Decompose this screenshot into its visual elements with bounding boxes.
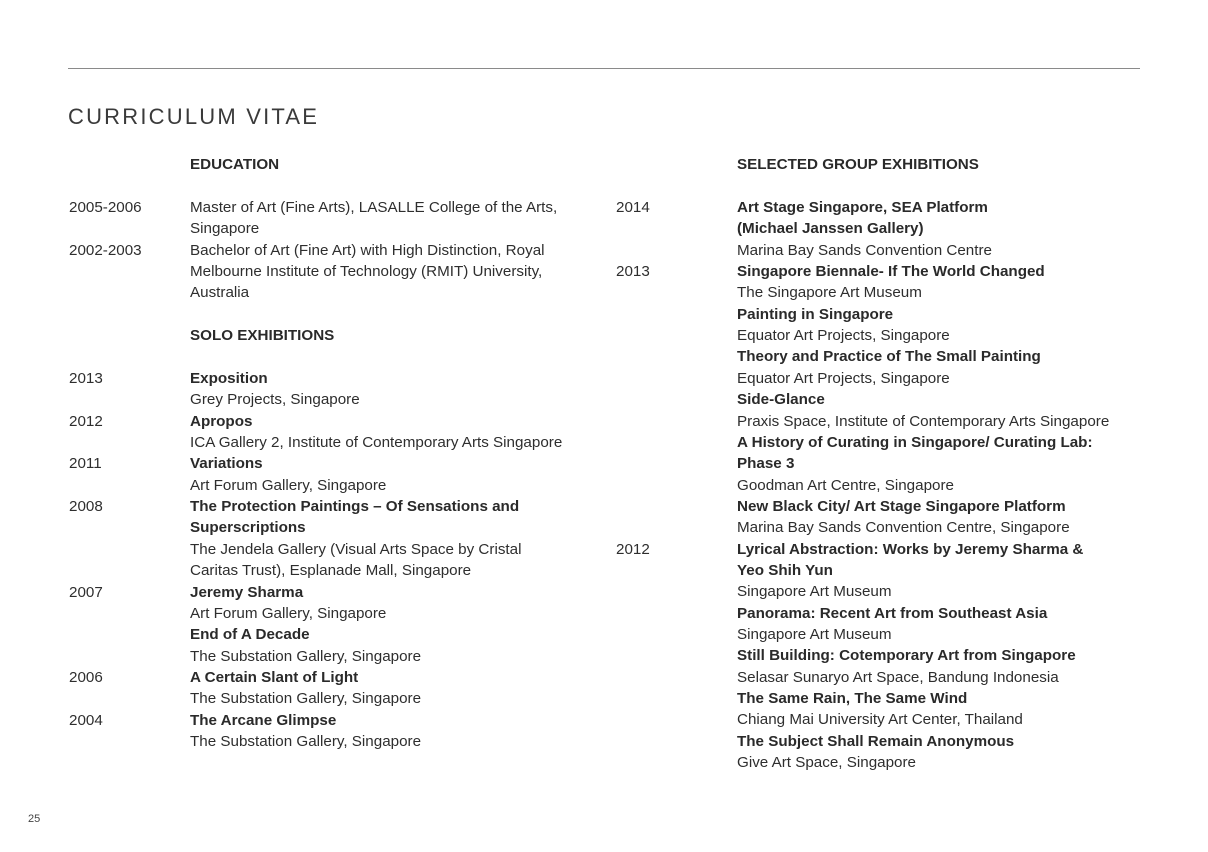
solo-exhibition-title: Apropos (190, 412, 253, 430)
group-heading: SELECTED GROUP EXHIBITIONS (737, 156, 979, 173)
solo-year: 2012 (69, 412, 103, 430)
group-exhibition-venue: Marina Bay Sands Convention Centre, Singapore (737, 519, 1070, 537)
group-exhibition-title: Singapore Biennale- If The World Changed (737, 263, 1045, 281)
solo-exhibition-venue: The Substation Gallery, Singapore (190, 732, 422, 750)
group-exhibition-venue: Selasar Sunaryo Art Space, Bandung Indonesia (737, 668, 1059, 686)
solo-exhibition-venue: The Substation Gallery, Singapore (190, 647, 422, 665)
solo-exhibition-venue: ICA Gallery 2, Institute of Contemporary Arts Singapore (190, 434, 563, 452)
solo-year: 2004 (69, 711, 103, 729)
group-exhibition-title: Theory and Practice of The Small Painting (737, 348, 1041, 366)
solo-exhibition-venue: Grey Projects, Singapore (190, 391, 360, 409)
group-exhibition-venue: Chiang Mai University Art Center, Thailand (737, 711, 1023, 729)
group-year: 2013 (616, 263, 650, 281)
solo-exhibition-title: The Protection Paintings – Of Sensations and (190, 498, 520, 516)
group-exhibition-title: New Black City/ Art Stage Singapore Platform (737, 497, 1066, 515)
education-detail: Melbourne Institute of Technology (RMIT) University, (190, 263, 543, 281)
solo-exhibition-title: The Arcane Glimpse (190, 711, 337, 729)
group-exhibition-title: Yeo Shih Yun (737, 561, 833, 579)
solo-exhibition-title: A Certain Slant of Light (190, 668, 359, 686)
education-detail: Australia (190, 284, 250, 302)
education-year: 2005-2006 (69, 199, 142, 216)
solo-year: 2008 (69, 498, 103, 516)
solo-year: 2013 (69, 370, 103, 387)
solo-exhibition-venue: Caritas Trust), Esplanade Mall, Singapore (190, 562, 472, 580)
group-exhibition-title: Still Building: Cotemporary Art from Singapore (737, 647, 1076, 665)
group-exhibition-title: Art Stage Singapore, SEA Platform (737, 199, 988, 216)
group-exhibition-venue: The Singapore Art Museum (737, 284, 922, 302)
education-detail: Bachelor of Art (Fine Art) with High Distinction, Royal (190, 241, 545, 259)
education-detail: Master of Art (Fine Arts), LASALLE College of the Arts, (190, 199, 558, 216)
solo-exhibition-venue: Art Forum Gallery, Singapore (190, 604, 387, 622)
group-exhibition-venue: Marina Bay Sands Convention Centre (737, 241, 992, 259)
page-number: 25 (28, 813, 41, 825)
solo-year: 2011 (69, 455, 102, 473)
page-title: CURRICULUM VITAE (68, 104, 320, 129)
group-exhibition-venue: Singapore Art Museum (737, 583, 892, 601)
education-year: 2002-2003 (69, 241, 142, 259)
group-exhibition-title: Phase 3 (737, 455, 795, 473)
group-year: 2014 (616, 199, 650, 216)
solo-exhibition-title: Jeremy Sharma (190, 583, 304, 601)
education-heading: EDUCATION (190, 156, 280, 173)
solo-exhibition-venue: The Jendela Gallery (Visual Arts Space by Cristal (190, 540, 522, 558)
top-rule (68, 68, 1140, 69)
group-exhibition-title: The Same Rain, The Same Wind (737, 690, 968, 708)
group-exhibition-title: Side-Glance (737, 391, 825, 409)
education-detail: Singapore (190, 220, 260, 238)
solo-exhibition-venue: The Substation Gallery, Singapore (190, 690, 422, 708)
group-exhibition-venue: Goodman Art Centre, Singapore (737, 476, 954, 494)
group-year: 2012 (616, 540, 650, 558)
solo-exhibition-title: End of A Decade (190, 626, 310, 644)
solo-exhibition-venue: Art Forum Gallery, Singapore (190, 476, 387, 494)
group-exhibition-title: A History of Curating in Singapore/ Curating Lab: (737, 433, 1093, 451)
solo-exhibition-title: Variations (190, 455, 263, 473)
group-exhibition-title: Lyrical Abstraction: Works by Jeremy Sharma & (737, 540, 1084, 558)
group-exhibition-venue: Equator Art Projects, Singapore (737, 369, 950, 387)
solo-exhibition-title: Superscriptions (190, 519, 306, 537)
group-exhibition-venue: Give Art Space, Singapore (737, 754, 916, 772)
group-exhibition-venue: Equator Art Projects, Singapore (737, 327, 950, 345)
group-exhibition-venue: Praxis Space, Institute of Contemporary Arts Singapore (737, 412, 1110, 430)
group-exhibition-title: Panorama: Recent Art from Southeast Asia (737, 604, 1048, 622)
group-exhibition-title: Painting in Singapore (737, 305, 894, 323)
solo-heading: SOLO EXHIBITIONS (190, 327, 335, 344)
solo-exhibition-title: Exposition (190, 370, 268, 387)
group-exhibition-title: The Subject Shall Remain Anonymous (737, 732, 1015, 750)
group-exhibition-venue: Singapore Art Museum (737, 626, 892, 643)
solo-year: 2006 (69, 668, 103, 686)
group-exhibition-title: (Michael Janssen Gallery) (737, 220, 924, 238)
solo-year: 2007 (69, 583, 103, 601)
